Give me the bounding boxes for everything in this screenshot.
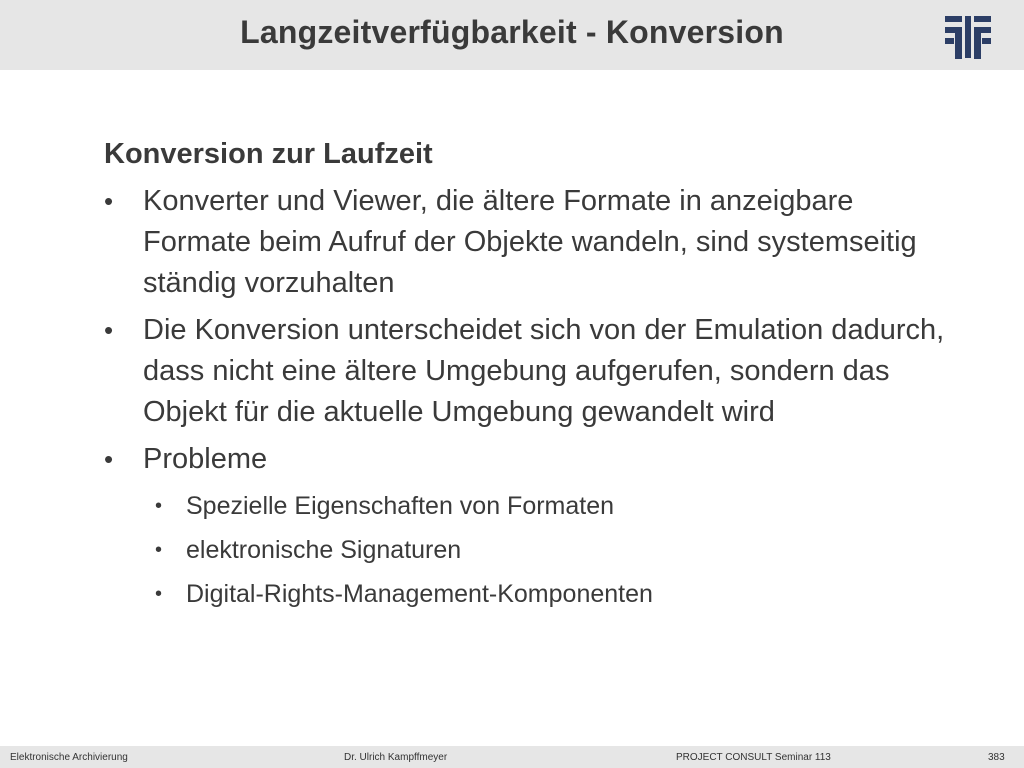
sub-bullet-marker: • — [155, 539, 163, 561]
sub-bullet-marker: • — [155, 495, 163, 517]
sub-bullet-marker: • — [155, 583, 163, 605]
sub-bullet-item — [143, 484, 964, 528]
sub-bullet-list — [143, 484, 964, 616]
sub-bullet-item — [143, 572, 964, 616]
slide-content — [104, 132, 964, 622]
bullet-list — [104, 181, 964, 616]
project-consult-logo-icon — [944, 15, 992, 59]
slide-header — [0, 0, 1024, 70]
slide-footer — [0, 746, 1024, 768]
bullet-text: Die Konversion unterscheidet sich von der Emulation dadurch, dass nicht eine ältere Umgebung aufgerufen, sondern das Objekt für die aktuelle Umgebung gewandelt wird — [143, 314, 945, 428]
bullet-marker: • — [104, 315, 114, 345]
bullet-item — [104, 181, 964, 304]
bullet-marker: • — [104, 186, 114, 216]
footer-course: Elektronische Archivierung — [10, 752, 128, 763]
bullet-item — [104, 439, 964, 616]
bullet-marker: • — [104, 444, 114, 474]
sub-bullet-text: elektronische Signaturen — [186, 536, 462, 564]
footer-seminar: PROJECT CONSULT Seminar 113 — [676, 752, 831, 763]
bullet-text: Konverter und Viewer, die ältere Formate in anzeigbare Formate beim Aufruf der Objekte wandeln, sind systemseitig ständig vorzuhalten — [143, 185, 917, 299]
section-heading: Konversion zur Laufzeit — [104, 138, 433, 170]
bullet-text: Probleme — [143, 443, 268, 475]
footer-page-number: 383 — [988, 752, 1005, 763]
footer-author: Dr. Ulrich Kampffmeyer — [344, 752, 448, 763]
sub-bullet-item — [143, 528, 964, 572]
sub-bullet-text: Digital-Rights-Management-Komponenten — [186, 580, 653, 608]
bullet-item — [104, 310, 964, 433]
sub-bullet-text: Spezielle Eigenschaften von Formaten — [186, 492, 615, 520]
slide-title: Langzeitverfügbarkeit - Konversion — [240, 14, 784, 50]
